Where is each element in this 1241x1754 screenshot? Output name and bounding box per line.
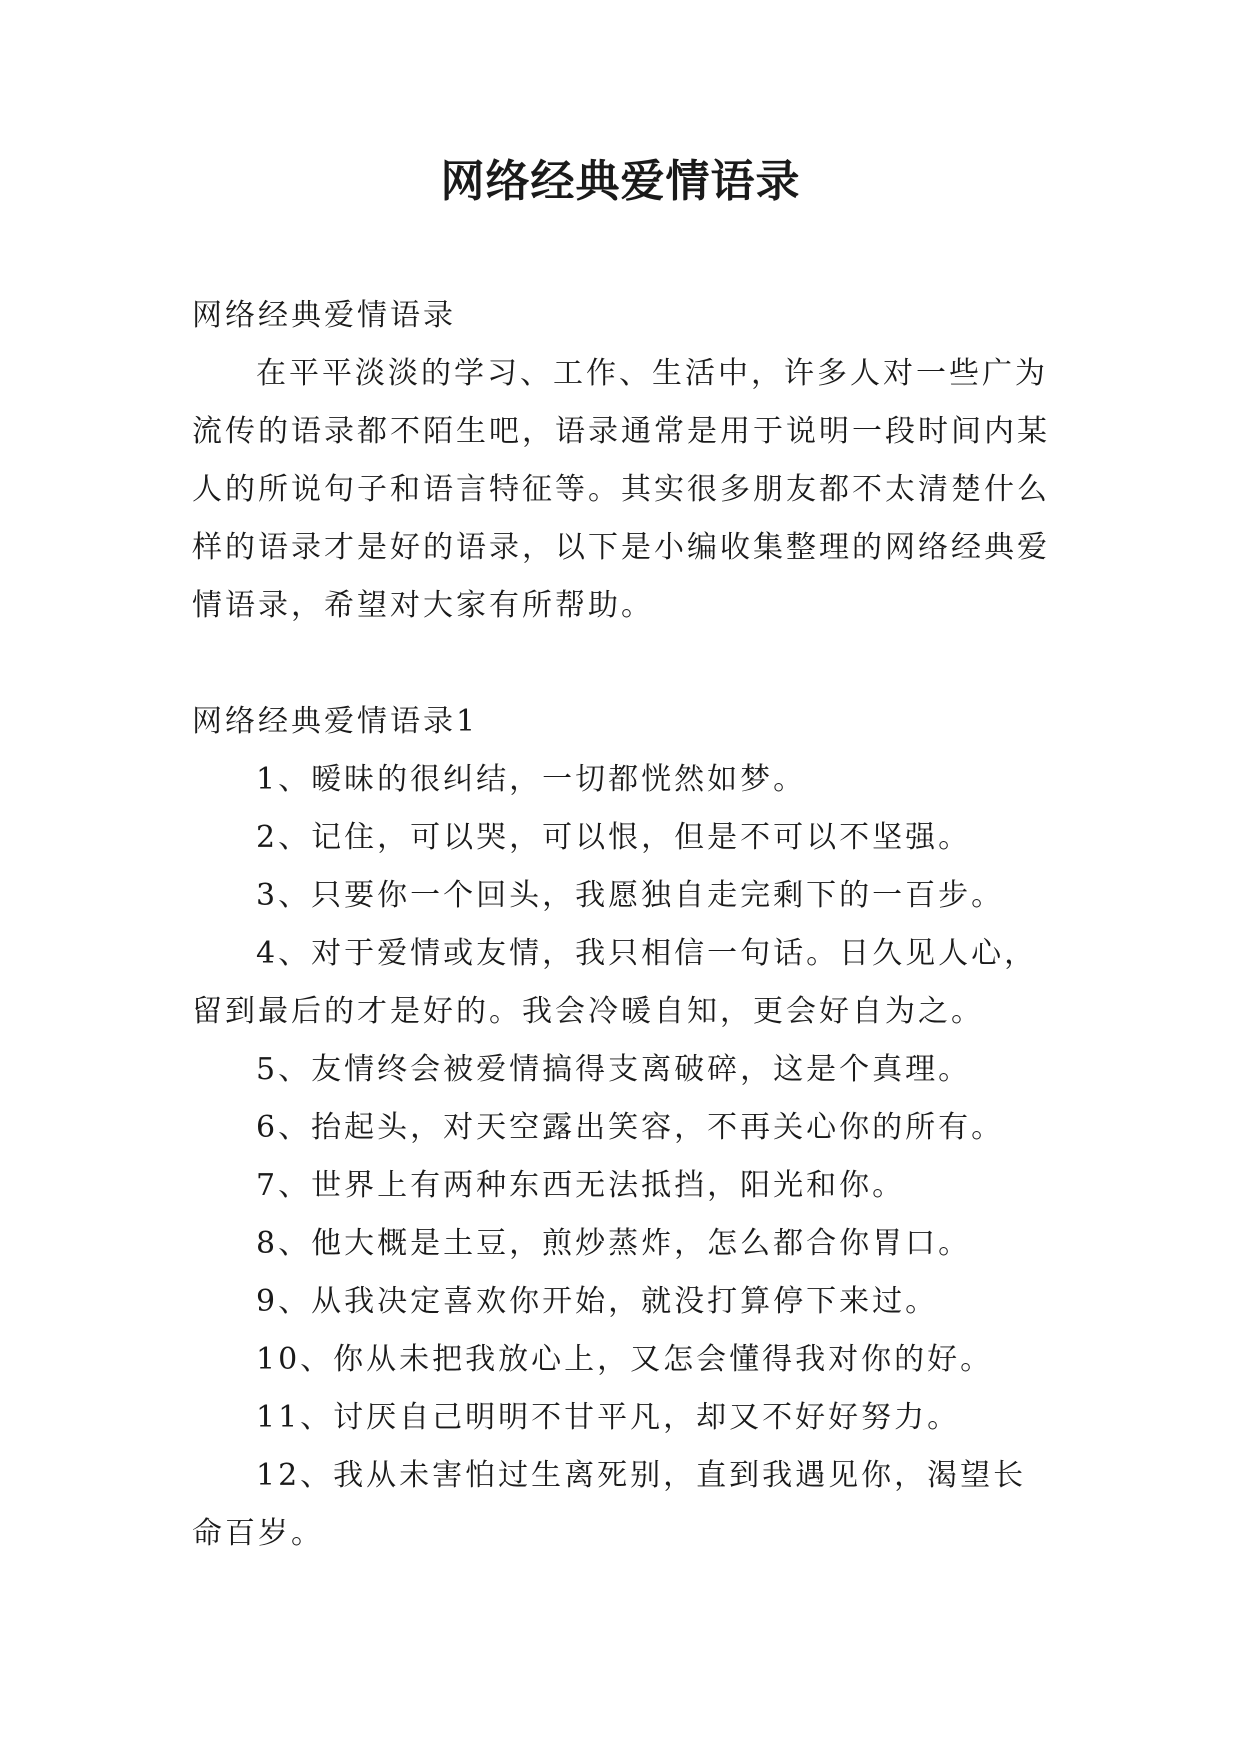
document-title: 网络经典爱情语录 <box>440 156 801 207</box>
list-item: 9、从我决定喜欢你开始，就没打算停下来过。 <box>256 1284 939 1319</box>
document-body <box>192 287 1050 1563</box>
list-item: 4、对于爱情或友情，我只相信一句话。日久见人心，留到最后的才是好的。我会冷暖自知，更会好自为之。 <box>192 936 1038 1029</box>
list-item: 5、友情终会被爱情搞得支离破碎，这是个真理。 <box>256 1052 972 1087</box>
list-item: 12、我从未害怕过生离死别，直到我遇见你，渴望长命百岁。 <box>192 1458 1027 1551</box>
list-item: 1、暧昧的很纠结，一切都恍然如梦。 <box>256 762 807 797</box>
intro-paragraph: 在平平淡淡的学习、工作、生活中，许多人对一些广为流传的语录都不陌生吧，语录通常是用于说明一段时间内某人的所说句子和语言特征等。其实很多朋友都不太清楚什么样的语录才是好的语录，以下是小编收集整理的网络经典爱情语录，希望对大家有所帮助。 <box>192 356 1050 623</box>
list-item: 6、抬起头，对天空露出笑容，不再关心你的所有。 <box>256 1110 1005 1145</box>
list-item: 8、他大概是土豆，煎炒蒸炸，怎么都合你胃口。 <box>256 1226 972 1261</box>
list-item: 2、记住，可以哭，可以恨，但是不可以不坚强。 <box>256 820 972 855</box>
section-heading: 网络经典爱情语录1 <box>192 704 479 739</box>
subtitle: 网络经典爱情语录 <box>192 298 456 333</box>
list-item: 7、世界上有两种东西无法抵挡，阳光和你。 <box>256 1168 906 1203</box>
section-gap <box>192 635 1050 693</box>
list-item: 10、你从未把我放心上，又怎会懂得我对你的好。 <box>256 1342 994 1377</box>
list-item: 11、讨厌自己明明不甘平凡，却又不好好努力。 <box>256 1400 961 1435</box>
list-item: 3、只要你一个回头，我愿独自走完剩下的一百步。 <box>256 878 1005 913</box>
